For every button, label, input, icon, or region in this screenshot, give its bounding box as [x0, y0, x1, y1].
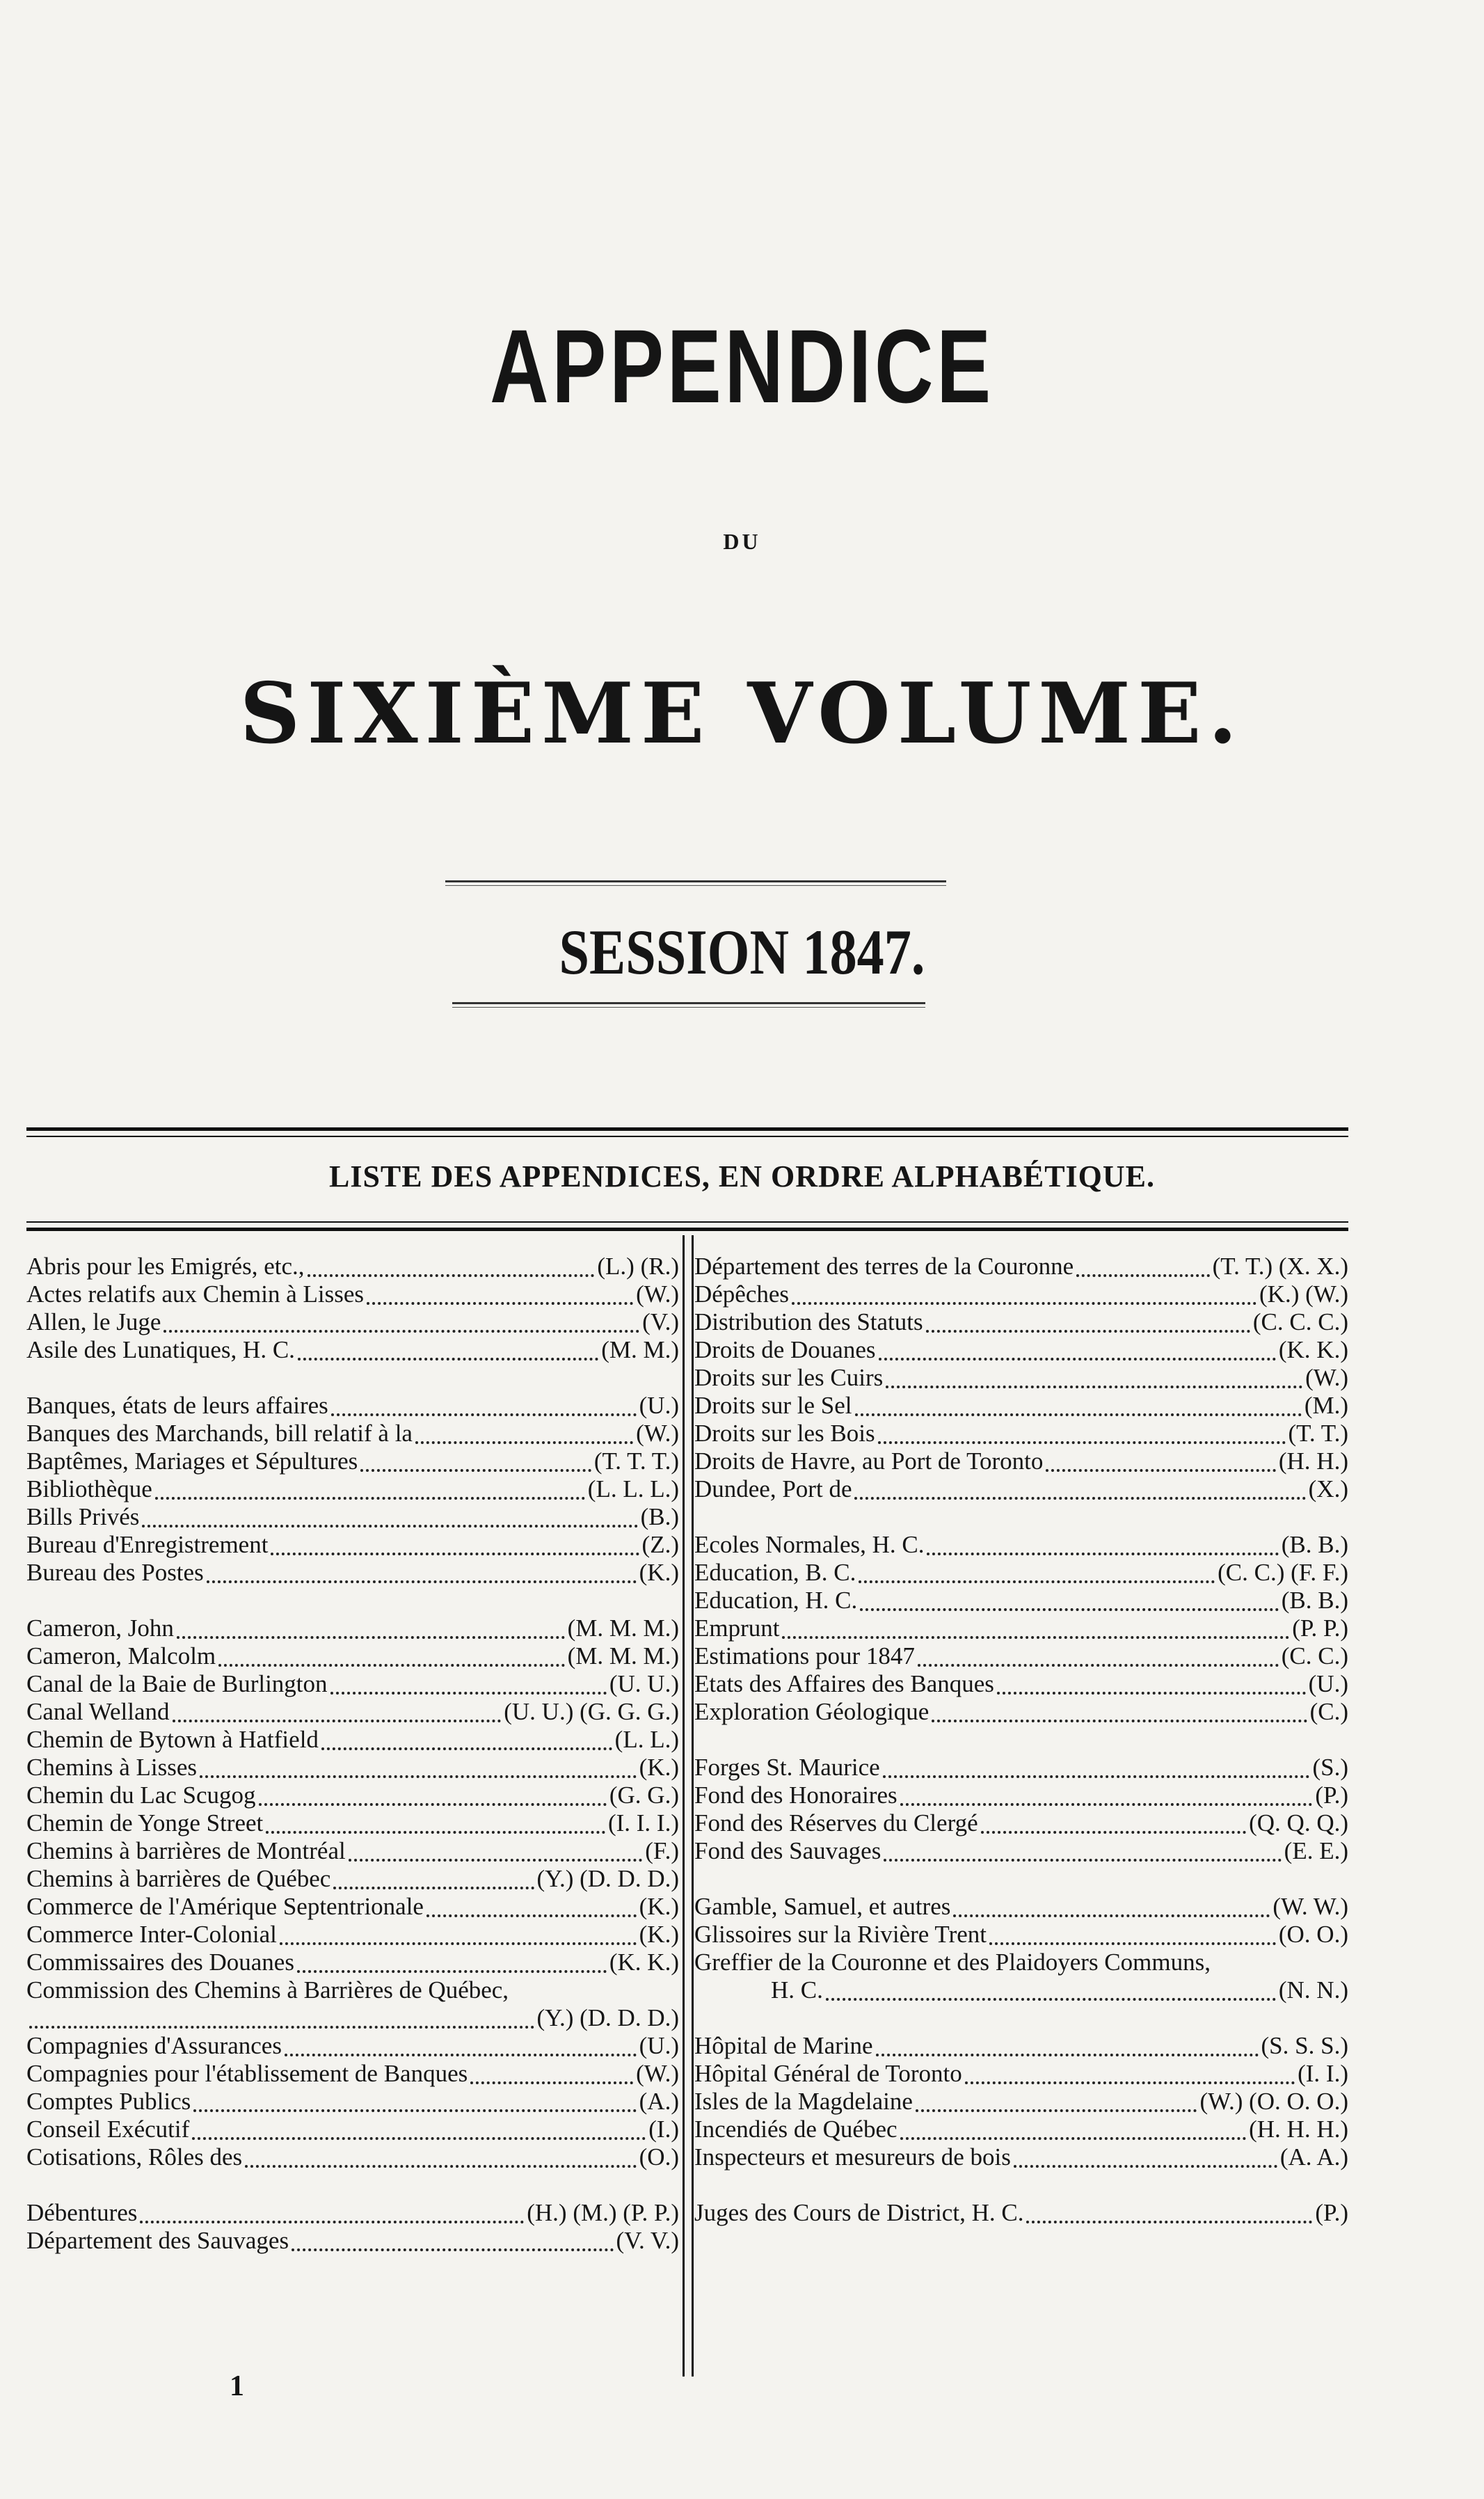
entry-reference: (O. O.)	[1278, 1921, 1348, 1948]
index-entry	[694, 1949, 1348, 1976]
entry-label: Bureau des Postes	[26, 1559, 204, 1586]
entry-label: Dépêches	[694, 1280, 790, 1308]
dot-leader	[926, 1312, 1250, 1333]
entry-reference: (W.)	[636, 2060, 679, 2087]
dot-leader	[470, 2063, 633, 2084]
dot-leader	[916, 2091, 1197, 2112]
entry-label: Emprunt	[694, 1615, 780, 1642]
entry-label: Juges des Cours de District, H. C.	[694, 2199, 1024, 2226]
dot-leader	[367, 1284, 633, 1305]
index-entry	[26, 1280, 679, 1308]
entry-reference: (Y.) (D. D. D.)	[536, 1865, 679, 1892]
dot-leader	[298, 1340, 598, 1360]
entry-label: Forges St. Maurice	[694, 1754, 880, 1781]
entry-label: Fond des Honoraires	[694, 1782, 897, 1809]
index-entry	[694, 1921, 1348, 1949]
index-entry	[694, 1308, 1348, 1336]
entry-reference: (A.)	[639, 2088, 679, 2115]
entry-label: Etats des Affaires des Banques	[694, 1670, 994, 1697]
entry-label: Commerce de l'Amérique Septentrionale	[26, 1893, 424, 1920]
entry-reference: (K. K.)	[1278, 1336, 1348, 1363]
dot-leader	[989, 1924, 1276, 1945]
entry-label: Allen, le Juge	[26, 1308, 161, 1335]
index-entry	[694, 2199, 1348, 2227]
entry-label: Bibliothèque	[26, 1475, 152, 1502]
index-entry	[26, 2032, 679, 2060]
dot-leader	[878, 1423, 1286, 1444]
entry-label: Chemin du Lac Scugog	[26, 1782, 256, 1809]
entry-reference: (F.)	[645, 1837, 679, 1864]
entry-label: Estimations pour 1847	[694, 1642, 915, 1669]
dot-leader	[297, 1952, 607, 1973]
dot-leader	[792, 1284, 1256, 1305]
index-entry	[694, 1559, 1348, 1587]
dot-leader	[330, 1674, 607, 1695]
entry-label: Droits sur les Bois	[694, 1420, 875, 1447]
entry-label: Chemins à barrières de Québec	[26, 1865, 331, 1892]
entry-reference: (B. B.)	[1281, 1531, 1348, 1558]
entry-reference: (W.) (O. O. O.)	[1199, 2088, 1348, 2115]
index-entry	[694, 1615, 1348, 1642]
entry-reference: (I.)	[648, 2116, 679, 2143]
dot-leader	[854, 1479, 1305, 1500]
entry-reference: (M. M. M.)	[567, 1642, 679, 1669]
ornamental-rule-top	[445, 880, 946, 886]
index-entry	[26, 2143, 679, 2171]
index-entry	[26, 2060, 679, 2088]
index-entry	[26, 1475, 679, 1503]
index-entry	[694, 1364, 1348, 1392]
entry-label: Commission des Chemins à Barrières de Québec,	[26, 1976, 509, 2004]
dot-leader	[855, 1395, 1302, 1416]
entry-reference: (B. B.)	[1281, 1587, 1348, 1614]
dot-leader	[29, 2008, 534, 2029]
index-entry	[26, 1615, 679, 1642]
index-entry	[26, 1642, 679, 1670]
entry-label: Droits de Douanes	[694, 1336, 876, 1363]
dot-leader	[997, 1674, 1306, 1695]
index-entry	[694, 1837, 1348, 1865]
dot-leader	[173, 1701, 502, 1722]
entry-reference: (M. M.)	[601, 1336, 679, 1363]
heading-rule-top-thin	[26, 1136, 1348, 1137]
entry-label: Hôpital Général de Toronto	[694, 2060, 962, 2087]
entry-label: Actes relatifs aux Chemin à Lisses	[26, 1280, 365, 1308]
entry-reference: (K.)	[639, 1893, 679, 1920]
entry-label: Exploration Géologique	[694, 1698, 930, 1725]
dot-leader	[1076, 1256, 1209, 1277]
entry-label: Bureau d'Enregistrement	[26, 1531, 269, 1558]
entry-reference: (T. T.) (X. X.)	[1212, 1253, 1348, 1280]
index-entry	[694, 1976, 1348, 2004]
entry-label: Education, B. C.	[694, 1559, 856, 1586]
entry-reference: (U.)	[1308, 1670, 1348, 1697]
ornamental-rule-bottom	[452, 1002, 925, 1008]
entry-label: Chemins à barrières de Montréal	[26, 1837, 346, 1864]
entry-reference: (U. U.)	[609, 1670, 679, 1697]
dot-leader	[884, 1841, 1281, 1862]
entry-label: Droits sur les Cuirs	[694, 1364, 884, 1391]
dot-leader	[965, 2063, 1295, 2084]
dot-leader	[321, 1729, 612, 1750]
entry-label: Ecoles Normales, H. C.	[694, 1531, 925, 1558]
dot-leader	[900, 2119, 1247, 2140]
entry-label: Inspecteurs et mesureurs de bois	[694, 2143, 1011, 2171]
du-word: DU	[723, 529, 761, 554]
entry-reference: (P.)	[1315, 1782, 1348, 1809]
dot-leader	[859, 1562, 1215, 1583]
index-entry	[694, 1392, 1348, 1420]
entry-label: Débentures	[26, 2199, 138, 2226]
page-number: 1	[230, 2370, 244, 2402]
entry-reference: (U.)	[639, 2032, 679, 2059]
index-entry	[26, 1503, 679, 1531]
index-entry	[26, 1921, 679, 1949]
entry-label: Education, H. C.	[694, 1587, 858, 1614]
entry-reference: (Q. Q. Q.)	[1249, 1809, 1348, 1836]
entry-reference: (X.)	[1308, 1475, 1348, 1502]
index-entry	[26, 1447, 679, 1475]
index-entry	[26, 1976, 679, 2004]
entry-reference: (O.)	[639, 2143, 679, 2171]
entry-label: Canal de la Baie de Burlington	[26, 1670, 328, 1697]
entry-reference: (L. L.)	[614, 1726, 679, 1753]
dot-leader	[207, 1562, 637, 1583]
dot-leader	[292, 2230, 613, 2251]
dot-leader	[308, 1256, 595, 1277]
entry-label: Fond des Sauvages	[694, 1837, 881, 1864]
entry-reference: (H. H.)	[1278, 1447, 1348, 1475]
right-column-list	[694, 1253, 1348, 2227]
session-title: SESSION 1847.	[559, 917, 925, 987]
entry-label: Chemin de Bytown à Hatfield	[26, 1726, 319, 1753]
dot-leader	[415, 1423, 633, 1444]
entry-reference: (U. U.) (G. G. G.)	[504, 1698, 679, 1725]
index-entry	[26, 1698, 679, 1726]
dot-leader	[360, 1451, 591, 1472]
index-entry	[694, 1253, 1348, 1280]
entry-label: Hôpital de Marine	[694, 2032, 873, 2059]
index-entry	[694, 2032, 1348, 2060]
entry-label: Glissoires sur la Rivière Trent	[694, 1921, 987, 1948]
index-entry	[26, 1782, 679, 1809]
index-entry	[694, 1698, 1348, 1726]
entry-reference: (M. M. M.)	[567, 1615, 679, 1642]
entry-reference: (U.)	[639, 1392, 679, 1419]
column-separator	[683, 1235, 694, 2377]
dot-leader	[266, 1813, 605, 1834]
index-entry	[26, 1531, 679, 1559]
index-entry	[26, 1949, 679, 1976]
left-column-list	[26, 1253, 679, 2255]
entry-reference: (K.)	[639, 1921, 679, 1948]
dot-leader	[1046, 1451, 1275, 1472]
index-entry	[694, 2143, 1348, 2171]
entry-label: Cotisations, Rôles des	[26, 2143, 243, 2171]
entry-reference: (S.)	[1312, 1754, 1348, 1781]
entry-reference: (I. I.)	[1298, 2060, 1348, 2087]
entry-reference: (I. I. I.)	[607, 1809, 679, 1836]
entry-label: Greffier de la Couronne et des Plaidoyers Communs,	[694, 1949, 1211, 1976]
index-entry	[26, 1392, 679, 1420]
dot-leader	[860, 1590, 1278, 1611]
index-entry	[694, 2088, 1348, 2116]
dot-leader	[932, 1701, 1307, 1722]
entry-reference: (B.)	[640, 1503, 679, 1530]
entry-label: Cameron, John	[26, 1615, 174, 1642]
entry-reference: (C. C. C.)	[1252, 1308, 1348, 1335]
volume-title: SIXIÈME VOLUME.	[239, 665, 1245, 763]
index-entry	[26, 1809, 679, 1837]
index-entry	[26, 1837, 679, 1865]
entry-reference: (N. N.)	[1278, 1976, 1348, 2004]
dot-leader	[1014, 2147, 1277, 2168]
entry-label: Droits de Havre, au Port de Toronto	[694, 1447, 1044, 1475]
entry-label: Canal Welland	[26, 1698, 170, 1725]
index-entry	[26, 1865, 679, 1893]
entry-reference: (K. K.)	[609, 1949, 679, 1976]
index-entry	[26, 1670, 679, 1698]
dot-leader	[953, 1896, 1270, 1917]
entry-label: Compagnies d'Assurances	[26, 2032, 282, 2059]
dot-leader	[331, 1395, 637, 1416]
entry-reference: (K.) (W.)	[1259, 1280, 1348, 1308]
entry-label: Commissaires des Douanes	[26, 1949, 294, 1976]
dot-leader	[981, 1813, 1246, 1834]
dot-leader	[177, 1618, 565, 1639]
entry-label: Incendiés de Québec	[694, 2116, 897, 2143]
index-entry	[26, 2116, 679, 2143]
entry-reference: (P. P.)	[1292, 1615, 1348, 1642]
entry-reference: (L. L. L.)	[587, 1475, 679, 1502]
index-entry	[26, 1754, 679, 1782]
entry-label: Droits sur le Sel	[694, 1392, 852, 1419]
heading-rule-bottom-thick	[26, 1228, 1348, 1231]
index-entry	[26, 1308, 679, 1336]
index-entry	[694, 1475, 1348, 1503]
entry-label: Compagnies pour l'établissement de Banques	[26, 2060, 468, 2087]
entry-label: Distribution des Statuts	[694, 1308, 923, 1335]
index-entry	[26, 1420, 679, 1447]
entry-reference: (H.) (M.) (P. P.)	[527, 2199, 679, 2226]
dot-leader	[876, 2036, 1259, 2056]
entry-reference: (H. H. H.)	[1249, 2116, 1348, 2143]
entry-label: Bills Privés	[26, 1503, 140, 1530]
index-entry	[694, 2060, 1348, 2088]
index-entry	[694, 1809, 1348, 1837]
entry-reference: (M.)	[1304, 1392, 1348, 1419]
entry-reference: (E. E.)	[1284, 1837, 1348, 1864]
entry-reference: (L.) (R.)	[597, 1253, 679, 1280]
entry-label: Comptes Publics	[26, 2088, 191, 2115]
dot-leader	[193, 2091, 636, 2112]
index-entry	[694, 1531, 1348, 1559]
dot-leader	[142, 1507, 637, 1528]
index-entry	[26, 2004, 679, 2032]
entry-label: Département des terres de la Couronne	[694, 1253, 1074, 1280]
entry-reference: (T. T.)	[1288, 1420, 1348, 1447]
dot-leader	[886, 1367, 1302, 1388]
index-entry	[694, 1782, 1348, 1809]
entry-label: Chemins à Lisses	[26, 1754, 197, 1781]
dot-leader	[200, 1757, 637, 1778]
dot-leader	[782, 1618, 1289, 1639]
index-entry	[694, 2116, 1348, 2143]
entry-label: Conseil Exécutif	[26, 2116, 190, 2143]
entry-reference: (W.)	[636, 1420, 679, 1447]
index-entry	[694, 1670, 1348, 1698]
dot-leader	[426, 1896, 637, 1917]
dot-leader	[1026, 2203, 1312, 2223]
entry-label: Gamble, Samuel, et autres	[694, 1893, 951, 1920]
entry-reference: (Z.)	[641, 1531, 679, 1558]
entry-reference: (C.)	[1309, 1698, 1348, 1725]
entry-reference: (K.)	[639, 1559, 679, 1586]
entry-label: Isles de la Magdelaine	[694, 2088, 913, 2115]
entry-reference: (T. T. T.)	[593, 1447, 679, 1475]
index-entry	[26, 2088, 679, 2116]
entry-label: Fond des Réserves du Clergé	[694, 1809, 978, 1836]
dot-leader	[927, 1534, 1278, 1555]
entry-label: Département des Sauvages	[26, 2227, 289, 2254]
index-entry	[694, 1447, 1348, 1475]
entry-label: Abris pour les Emigrés, etc.,	[26, 1253, 305, 1280]
index-entry	[26, 1559, 679, 1587]
index-entry	[694, 1587, 1348, 1615]
entry-label: H. C.	[771, 1976, 823, 2004]
appendix-title: APPENDICE	[490, 308, 994, 425]
entry-reference: (W.)	[636, 1280, 679, 1308]
dot-leader	[163, 1312, 639, 1333]
entry-label: Commerce Inter-Colonial	[26, 1921, 277, 1948]
dot-leader	[259, 1785, 607, 1806]
dot-leader	[285, 2036, 637, 2056]
dot-leader	[218, 1646, 564, 1667]
entry-label: Banques des Marchands, bill relatif à la	[26, 1420, 413, 1447]
entry-reference: (Y.) (D. D. D.)	[536, 2004, 679, 2031]
entry-label: Dundee, Port de	[694, 1475, 852, 1502]
index-entry	[26, 2227, 679, 2255]
index-entry	[26, 1726, 679, 1754]
entry-reference: (K.)	[639, 1754, 679, 1781]
list-heading: LISTE DES APPENDICES, EN ORDRE ALPHABÉTIQUE.	[328, 1159, 1156, 1193]
entry-reference: (W. W.)	[1272, 1893, 1348, 1920]
index-entry	[26, 1336, 679, 1364]
index-entry	[694, 1642, 1348, 1670]
heading-rule-bottom-thin	[26, 1221, 1348, 1223]
entry-reference: (G. G.)	[609, 1782, 679, 1809]
entry-label: Baptêmes, Mariages et Sépultures	[26, 1447, 358, 1475]
entry-reference: (C. C.)	[1281, 1642, 1348, 1669]
index-entry	[694, 1893, 1348, 1921]
index-entry	[694, 1336, 1348, 1364]
entry-reference: (C. C.) (F. F.)	[1218, 1559, 1348, 1586]
dot-leader	[879, 1340, 1276, 1360]
dot-leader	[826, 1980, 1276, 2001]
dot-leader	[140, 2203, 524, 2223]
dot-leader	[333, 1869, 534, 1889]
index-entry	[26, 1253, 679, 1280]
entry-label: Asile des Lunatiques, H. C.	[26, 1336, 295, 1363]
dot-leader	[349, 1841, 643, 1862]
index-entry	[694, 1280, 1348, 1308]
entry-label: Banques, états de leurs affaires	[26, 1392, 328, 1419]
entry-reference: (V.)	[642, 1308, 679, 1335]
heading-rule-top-thick	[26, 1127, 1348, 1131]
index-entry	[26, 2199, 679, 2227]
dot-leader	[883, 1757, 1310, 1778]
dot-leader	[155, 1479, 585, 1500]
index-entry	[26, 1893, 679, 1921]
dot-leader	[245, 2147, 637, 2168]
index-entry	[694, 1754, 1348, 1782]
dot-leader	[900, 1785, 1313, 1806]
entry-label: Chemin de Yonge Street	[26, 1809, 264, 1836]
entry-reference: (W.)	[1305, 1364, 1348, 1391]
entry-reference: (V. V.)	[616, 2227, 679, 2254]
dot-leader	[918, 1646, 1279, 1667]
entry-label: Cameron, Malcolm	[26, 1642, 216, 1669]
dot-leader	[271, 1534, 639, 1555]
dot-leader	[280, 1924, 637, 1945]
index-entry	[694, 1420, 1348, 1447]
entry-reference: (A. A.)	[1279, 2143, 1348, 2171]
entry-reference: (P.)	[1315, 2199, 1348, 2226]
dot-leader	[192, 2119, 646, 2140]
entry-reference: (S. S. S.)	[1261, 2032, 1348, 2059]
